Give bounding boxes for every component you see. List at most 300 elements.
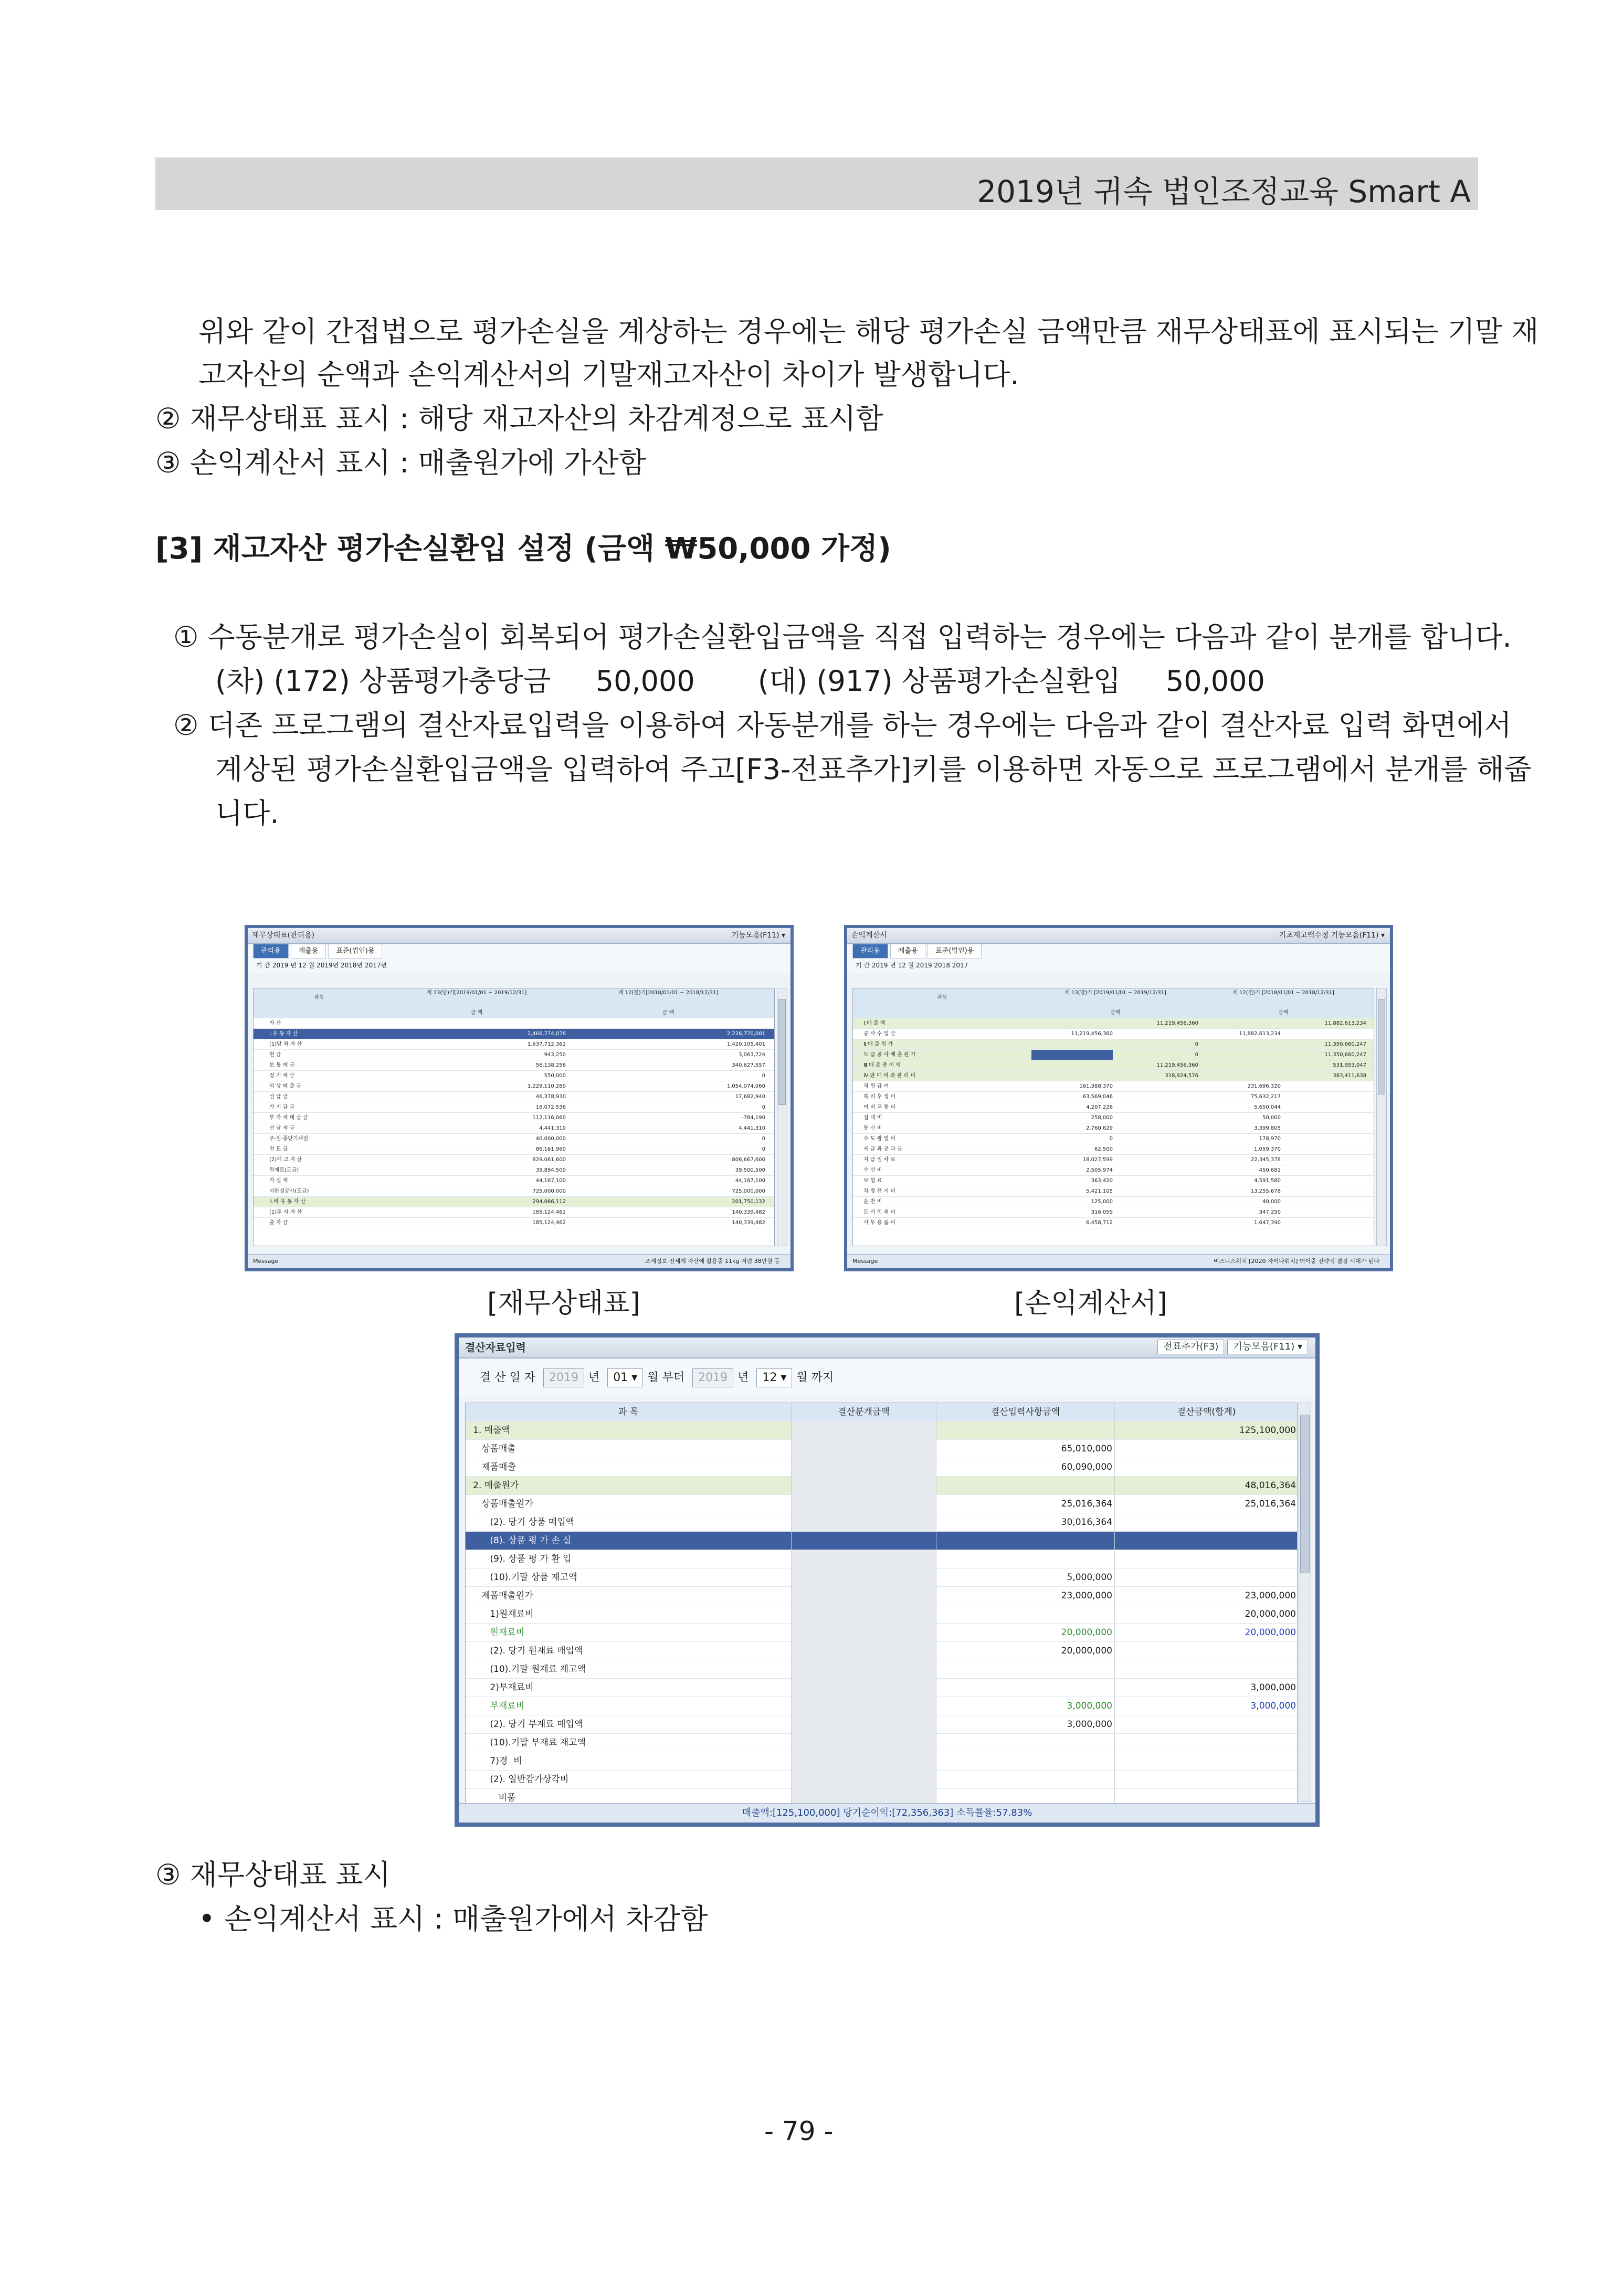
is-table-row[interactable] [853, 1039, 1374, 1050]
caption-income-statement: [손익계산서] [1014, 1288, 1167, 1319]
bs-table-row[interactable] [254, 1134, 774, 1144]
bs-cell-account: Ⅱ.비 유 동 자 산 [269, 1199, 306, 1205]
closing-cell-journal-amount [791, 1495, 936, 1513]
is-cell-current-detail: 63,569,046 [1082, 1094, 1113, 1100]
closing-month-to-select[interactable] [756, 1368, 792, 1387]
closing-table-row[interactable] [466, 1550, 1297, 1568]
bs-cell-previous: 2,226,770,001 [726, 1031, 765, 1037]
is-scrollbar[interactable] [1376, 988, 1387, 1246]
bs-cell-previous: 140,339,482 [732, 1220, 765, 1226]
bs-scrollbar[interactable] [777, 988, 787, 1246]
section-3-para-2-line-2: 계상된 평가손실환입금액을 입력하여 주고[F3-전표추가]키를 이용하면 자동으로 프로그램에서 분개를 해줍 [215, 753, 1532, 786]
closing-grid [465, 1403, 1298, 1808]
bs-cell-current: 44,167,100 [535, 1178, 566, 1184]
is-cell-account: 공 사 수 입 금 [863, 1031, 896, 1037]
bs-cell-previous: 0 [762, 1146, 765, 1152]
intro-line-1: 위와 같이 간접법으로 평가손실을 계상하는 경우에는 해당 평가손실 금액만큼 재무상태표에 표시되는 기말 재 [198, 315, 1539, 348]
bs-table-row[interactable] [254, 1050, 774, 1060]
bs-head-amount: 금 액 [470, 1010, 483, 1016]
bs-cell-current: 40,000,000 [535, 1136, 566, 1142]
is-table-row[interactable] [853, 1155, 1374, 1165]
income-statement-screenshot [844, 925, 1393, 1271]
bs-head-amount: 금 액 [662, 1010, 675, 1016]
closing-table-row[interactable] [466, 1624, 1297, 1642]
closing-cell-input-amount[interactable]: 20,000,000 [936, 1624, 1114, 1641]
closing-cell-account: 2. 매출원가 [473, 1480, 519, 1491]
closing-unit-from: 월 부터 [647, 1371, 685, 1384]
bs-cell-account: 외 상 매 출 금 [269, 1083, 302, 1089]
bs-table-row[interactable] [254, 1102, 774, 1113]
closing-table-row[interactable] [466, 1660, 1297, 1679]
bs-window-title: 재무상태표(관리용) [252, 931, 315, 940]
closing-table-row[interactable] [466, 1771, 1297, 1789]
closing-cell-account: 제품매출원가 [473, 1591, 533, 1601]
bs-cell-account: 전 도 금 [269, 1146, 288, 1152]
is-table-row[interactable] [853, 1092, 1374, 1102]
bs-tab-standard[interactable]: 표준(법인)용 [328, 944, 382, 959]
is-table-row[interactable] [853, 1029, 1374, 1039]
bs-cell-current: 39,894,500 [535, 1167, 566, 1173]
is-table-row[interactable] [853, 1071, 1374, 1081]
closing-data-input-screenshot [455, 1333, 1320, 1827]
closing-table-row[interactable] [466, 1587, 1297, 1605]
closing-table-row[interactable] [466, 1421, 1297, 1440]
is-cell-current-total: 0 [1195, 1052, 1198, 1058]
closing-function-menu-button[interactable]: 기능모음(F11) ▾ [1227, 1340, 1308, 1354]
is-grid-header [853, 988, 1374, 1008]
is-function-menu-button[interactable]: 기초재고액수정 기능모음(F11) ▾ [1279, 931, 1385, 940]
closing-rows [466, 1421, 1297, 1807]
is-cell-previous-detail: 75,632,217 [1250, 1094, 1281, 1100]
closing-table-row[interactable] [466, 1495, 1297, 1513]
is-cell-current-detail: 258,000 [1091, 1115, 1113, 1121]
closing-cell-total-amount [1114, 1440, 1298, 1458]
is-table-row[interactable] [853, 1134, 1374, 1144]
is-cell-account: 지 급 임 차 료 [863, 1157, 896, 1163]
is-cell-account: Ⅲ.매 출 총 이 익 [863, 1062, 901, 1068]
closing-unit-to: 월 까지 [796, 1371, 834, 1384]
bottom-bullet: • 손익계산서 표시 : 매출원가에서 차감함 [198, 1902, 708, 1935]
closing-cell-account: (8). 상품 평 가 손 실 [473, 1535, 572, 1546]
bottom-item-3: ③ 재무상태표 표시 [155, 1858, 391, 1891]
is-table-row[interactable] [853, 1018, 1374, 1029]
intro-item-2: ② 재무상태표 표시 : 해당 재고자산의 차감계정으로 표시함 [155, 402, 883, 435]
bs-table-row[interactable] [254, 1155, 774, 1165]
closing-cell-account: (2). 일반감가상각비 [473, 1774, 569, 1785]
closing-cell-journal-amount [791, 1440, 936, 1458]
section-3-para-1: ① 수동분개로 평가손실이 회복되어 평가손실환입금액을 직접 입력하는 경우에는 다음과 같이 분개를 합니다. [173, 620, 1512, 654]
closing-cell-input-amount[interactable]: 23,000,000 [936, 1587, 1114, 1605]
closing-table-row[interactable] [466, 1715, 1297, 1734]
is-cell-previous-detail: 3,399,805 [1254, 1125, 1281, 1131]
closing-month-from-select[interactable] [607, 1368, 643, 1387]
bs-message-label: Message [253, 1258, 279, 1265]
bs-cell-account: 보 통 예 금 [269, 1062, 295, 1068]
bs-cell-current: 185,124,462 [532, 1220, 566, 1226]
closing-year-to: 2019 [692, 1368, 733, 1387]
is-cell-previous-total: 11,350,660,247 [1324, 1052, 1366, 1058]
closing-cell-account: 비품 [473, 1793, 516, 1803]
is-cell-current-detail: 6,458,712 [1086, 1220, 1113, 1226]
bs-function-menu-button[interactable]: 기능모음(F11) ▾ [731, 931, 785, 940]
bs-table-row[interactable] [254, 1218, 774, 1228]
closing-cell-input-amount[interactable]: 3,000,000 [936, 1715, 1114, 1733]
chevron-down-icon: ▾ [631, 1371, 638, 1384]
closing-cell-journal-amount [791, 1734, 936, 1752]
closing-table-row[interactable] [466, 1697, 1297, 1715]
is-cell-current-total: 0 [1195, 1041, 1198, 1047]
bs-cell-previous: 4,441,310 [739, 1125, 765, 1131]
bs-cell-previous: 806,667,600 [732, 1157, 765, 1163]
is-head-current: 제 13(당)기 [2019/01/01 ~ 2019/12/31] [1065, 990, 1166, 996]
bs-table-row[interactable] [254, 1018, 774, 1029]
header-bar [155, 157, 1478, 210]
is-cell-previous-detail: 1,647,390 [1254, 1220, 1281, 1226]
is-cell-previous-total: 11,882,613,234 [1324, 1020, 1366, 1026]
closing-cell-total-amount [1114, 1771, 1298, 1788]
bs-cell-current: 725,000,000 [532, 1188, 566, 1194]
is-cell-account: 직 원 급 여 [863, 1083, 889, 1089]
is-cell-account: 사 무 용 품 비 [863, 1220, 896, 1226]
balance-sheet-screenshot [245, 925, 794, 1271]
bs-cell-previous: 201,750,132 [732, 1199, 765, 1205]
is-table-row[interactable] [853, 1197, 1374, 1207]
bs-cell-current: 943,250 [544, 1052, 566, 1058]
bs-table-row[interactable] [254, 1176, 774, 1186]
bs-cell-account: (1)투 자 자 산 [269, 1209, 302, 1215]
closing-cell-input-amount[interactable] [936, 1605, 1114, 1623]
bs-cell-previous: 1,420,105,401 [726, 1041, 765, 1047]
bs-grid-subheader [254, 1008, 774, 1018]
bs-cell-account: (2)재 고 자 산 [269, 1157, 302, 1163]
closing-cell-journal-amount [791, 1624, 936, 1641]
closing-cell-total-amount: 20,000,000 [1114, 1605, 1298, 1623]
section-3-para-2-line-3: 니다. [215, 797, 279, 830]
bs-table-row[interactable] [254, 1197, 774, 1207]
closing-cell-input-amount[interactable] [936, 1752, 1114, 1770]
closing-toolbar [1154, 1340, 1308, 1354]
is-cell-account: 수 도 광 열 비 [863, 1136, 896, 1142]
closing-cell-total-amount: 23,000,000 [1114, 1587, 1298, 1605]
closing-cell-input-amount[interactable] [936, 1532, 1114, 1550]
bs-tab-submission[interactable]: 제출용 [291, 944, 326, 959]
closing-table-row[interactable] [466, 1513, 1297, 1532]
closing-cell-journal-amount [791, 1642, 936, 1660]
bs-head-current: 제 13(당)기[2019/01/01 ~ 2019/12/31] [426, 990, 527, 996]
is-table-row[interactable] [853, 1102, 1374, 1113]
is-cell-previous-total: 383,411,638 [1333, 1073, 1366, 1079]
is-head-amount: 금액 [1278, 1010, 1289, 1016]
is-cell-previous-detail: 5,650,044 [1254, 1104, 1281, 1110]
is-cell-account: 통 신 비 [863, 1125, 882, 1131]
is-cell-previous-detail: 178,970 [1259, 1136, 1281, 1142]
closing-table-row[interactable] [466, 1532, 1297, 1550]
is-table-row[interactable] [853, 1207, 1374, 1218]
closing-cell-total-amount: 125,100,000 [1114, 1421, 1298, 1439]
intro-item-3: ③ 손익계산서 표시 : 매출원가에 가산함 [155, 446, 646, 479]
is-grid-subheader [853, 1008, 1374, 1018]
bs-table-row[interactable] [254, 1144, 774, 1155]
closing-cell-input-amount[interactable]: 3,000,000 [936, 1697, 1114, 1715]
is-ticker[interactable]: 비즈니스워치 [2020 자이나워치] 더이중 전략적 결정 시대가 된다 [1213, 1258, 1379, 1265]
closing-cell-total-amount [1114, 1660, 1298, 1678]
is-table-row[interactable] [853, 1165, 1374, 1176]
closing-table-row[interactable] [466, 1734, 1297, 1752]
closing-period-bar [459, 1358, 1315, 1397]
bs-cell-previous: 140,339,482 [732, 1209, 765, 1215]
bs-table-row[interactable] [254, 1071, 774, 1081]
is-cell-current-detail: 5,421,105 [1086, 1188, 1113, 1194]
is-cell-current-detail: 363,420 [1091, 1178, 1113, 1184]
section-3-journal-entry: (차) (172) 상품평가충당금 50,000 (대) (917) 상품평가손실환입 50,000 [215, 665, 1265, 698]
closing-cell-input-amount[interactable]: 5,000,000 [936, 1568, 1114, 1586]
closing-cell-account: 1. 매출액 [473, 1425, 510, 1436]
is-window-title: 손익계산서 [851, 931, 887, 940]
closing-head-total-amount: 결산금액(합계) [1114, 1403, 1298, 1421]
is-cell-previous-detail: 50,000 [1262, 1115, 1281, 1121]
bs-table-row[interactable] [254, 1123, 774, 1134]
closing-cell-account: 1)원재료비 [473, 1609, 534, 1619]
is-cell-previous-detail: 22,345,378 [1250, 1157, 1281, 1163]
is-cell-previous-detail: 347,250 [1259, 1209, 1281, 1215]
bs-cell-current: 1,637,712,362 [527, 1041, 566, 1047]
closing-cell-account: (10).기말 원재료 재고액 [473, 1664, 586, 1674]
is-cell-previous-detail: 40,000 [1262, 1199, 1281, 1205]
closing-cell-account: 2)부재료비 [473, 1682, 534, 1693]
is-table-row[interactable] [853, 1050, 1374, 1060]
bs-cell-current: 1,229,110,280 [527, 1083, 566, 1089]
bs-grid [253, 988, 775, 1246]
bs-cell-account: 자 산 [269, 1020, 281, 1026]
closing-cell-input-amount[interactable]: 20,000,000 [936, 1642, 1114, 1660]
closing-cell-journal-amount [791, 1568, 936, 1586]
closing-cell-total-amount [1114, 1532, 1298, 1550]
is-table-row[interactable] [853, 1123, 1374, 1134]
is-tab-management[interactable]: 관리용 [852, 944, 888, 959]
closing-cell-total-amount: 25,016,364 [1114, 1495, 1298, 1513]
bs-table-row[interactable] [254, 1039, 774, 1050]
bs-cell-previous: 3,063,724 [739, 1052, 765, 1058]
is-cell-current-total: 11,219,456,360 [1156, 1020, 1198, 1026]
closing-cell-total-amount: 3,000,000 [1114, 1679, 1298, 1697]
is-table-row[interactable] [853, 1144, 1374, 1155]
is-cell-account: Ⅳ.판 매 비 와 관 리 비 [863, 1073, 916, 1079]
closing-month-to-value: 12 [762, 1371, 777, 1384]
bs-cell-current: 112,116,060 [532, 1115, 566, 1121]
bs-scroll-thumb[interactable] [778, 999, 786, 1105]
bs-table-row[interactable] [254, 1092, 774, 1102]
is-cell-account: 복 리 후 생 비 [863, 1094, 896, 1100]
closing-table-row[interactable] [466, 1440, 1297, 1458]
bs-table-row[interactable] [254, 1029, 774, 1039]
bs-table-row[interactable] [254, 1113, 774, 1123]
closing-cell-input-amount[interactable]: 65,010,000 [936, 1440, 1114, 1458]
bs-cell-account: 출 자 금 [269, 1220, 288, 1226]
closing-head-journal-amount: 결산분개금액 [791, 1403, 936, 1421]
is-message-bar [847, 1254, 1390, 1268]
bs-cell-previous: -784,190 [742, 1115, 765, 1121]
closing-cell-account: 제품매출 [473, 1462, 516, 1472]
closing-table-row[interactable] [466, 1458, 1297, 1477]
bs-cell-previous: 0 [762, 1073, 765, 1079]
bs-cell-current: 185,124,462 [532, 1209, 566, 1215]
closing-unit-year-2: 년 [737, 1371, 749, 1384]
is-table-row[interactable] [853, 1081, 1374, 1092]
is-grid [852, 988, 1374, 1246]
closing-cell-journal-amount [791, 1532, 936, 1550]
is-rows [853, 1008, 1374, 1228]
is-table-row[interactable] [853, 1218, 1374, 1228]
is-table-row[interactable] [853, 1176, 1374, 1186]
is-cell-current-detail: 125,000 [1091, 1199, 1113, 1205]
closing-cell-journal-amount [791, 1679, 936, 1697]
closing-cell-journal-amount [791, 1550, 936, 1568]
is-cell-current-detail: 316,059 [1091, 1209, 1113, 1215]
closing-cell-input-amount[interactable]: 25,016,364 [936, 1495, 1114, 1513]
bs-head-account: 과목 [314, 995, 324, 1000]
is-period-bar[interactable]: 기 간 2019 년 12 월 2019 2018 2017 [847, 957, 1390, 973]
is-cell-account: 도 급 공 사 매 출 원 가 [863, 1052, 916, 1058]
closing-cell-account: 상품매출원가 [473, 1499, 533, 1509]
bs-cell-previous: 39,500,500 [735, 1167, 765, 1173]
closing-date-label: 결 산 일 자 [480, 1371, 535, 1384]
bs-head-previous: 제 12(전)기[2018/01/01 ~ 2018/12/31] [618, 990, 719, 996]
closing-cell-account: (10).기말 부재료 재고액 [473, 1737, 586, 1748]
bs-cell-account: 선 급 금 [269, 1094, 288, 1100]
closing-cell-total-amount [1114, 1642, 1298, 1660]
bs-cell-account: 주·임·종단기채권 [269, 1136, 308, 1142]
closing-cell-input-amount[interactable] [936, 1734, 1114, 1752]
closing-window-title: 결산자료입력 [465, 1341, 526, 1354]
is-cell-account: 접 대 비 [863, 1115, 882, 1121]
is-tab-submission[interactable]: 제출용 [890, 944, 926, 959]
closing-cell-input-amount[interactable] [936, 1550, 1114, 1568]
closing-cell-account: (2). 당기 부재료 매입액 [473, 1719, 583, 1730]
closing-table-row[interactable] [466, 1477, 1297, 1495]
bs-cell-current: 16,072,536 [535, 1104, 566, 1110]
section-3-title: [3] 재고자산 평가손실환입 설정 (금액 ₩50,000 가정) [155, 532, 891, 566]
closing-cell-journal-amount [791, 1587, 936, 1605]
bs-cell-account: 원재료(도급) [269, 1167, 299, 1173]
bs-table-row[interactable] [254, 1081, 774, 1092]
is-head-previous: 제 12(전)기 [2018/01/01 ~ 2018/12/31] [1232, 990, 1334, 996]
closing-month-from-value: 01 [613, 1371, 628, 1384]
closing-cell-journal-amount [791, 1771, 936, 1788]
bs-cell-previous: 1,054,074,060 [726, 1083, 765, 1089]
bs-message-bar [248, 1254, 791, 1268]
bs-table-row[interactable] [254, 1207, 774, 1218]
closing-cell-journal-amount [791, 1421, 936, 1439]
bs-table-row[interactable] [254, 1060, 774, 1071]
is-table-row[interactable] [853, 1060, 1374, 1071]
closing-table-row[interactable] [466, 1605, 1297, 1624]
is-cell-account: 수 선 비 [863, 1167, 882, 1173]
bs-cell-current: 56,138,256 [535, 1062, 566, 1068]
is-cell-previous-detail: 450,681 [1259, 1167, 1281, 1173]
closing-cell-journal-amount [791, 1513, 936, 1531]
is-cell-current-detail: 2,505,974 [1086, 1167, 1113, 1173]
bs-cell-account: 가 지 급 금 [269, 1104, 295, 1110]
closing-cell-journal-amount [791, 1477, 936, 1494]
closing-cell-input-amount[interactable] [936, 1771, 1114, 1788]
bs-table-row[interactable] [254, 1165, 774, 1176]
bs-cell-account: (1)당 좌 자 산 [269, 1041, 302, 1047]
closing-cell-input-amount[interactable]: 60,090,000 [936, 1458, 1114, 1476]
is-cell-previous-detail: 11,882,613,234 [1239, 1031, 1281, 1037]
bs-titlebar [248, 928, 791, 944]
is-cell-account: Ⅰ.매 출 액 [863, 1020, 886, 1026]
closing-scrollbar[interactable] [1299, 1403, 1311, 1802]
closing-scroll-thumb[interactable] [1300, 1415, 1310, 1573]
document-title: 2019년 귀속 법인조정교육 Smart A [977, 174, 1471, 209]
bs-cell-current: 2,466,774,076 [527, 1031, 566, 1037]
closing-head-account: 과 목 [618, 1407, 639, 1417]
closing-cell-total-amount [1114, 1715, 1298, 1733]
bs-cell-account: 정 기 예 금 [269, 1073, 295, 1079]
closing-cell-input-amount[interactable] [936, 1660, 1114, 1678]
bs-period-bar[interactable]: 기 간 2019 년 12 월 2019년 2018년 2017년 [248, 957, 791, 973]
is-cell-current-detail: 2,760,629 [1086, 1125, 1113, 1131]
closing-cell-input-amount[interactable]: 30,016,364 [936, 1513, 1114, 1531]
is-cell-account: 세 금 과 공 과 금 [863, 1146, 902, 1152]
is-titlebar [847, 928, 1390, 944]
caption-balance-sheet: [재무상태표] [487, 1288, 640, 1319]
is-cell-account: Ⅱ.매 출 원 가 [863, 1041, 893, 1047]
bs-cell-current: 46,378,930 [535, 1094, 566, 1100]
is-head-amount: 금액 [1110, 1010, 1121, 1016]
is-cell-current-detail: 0 [1109, 1136, 1113, 1142]
closing-year-from: 2019 [543, 1368, 584, 1387]
closing-titlebar [459, 1337, 1315, 1358]
is-tab-standard[interactable]: 표준(법인)용 [928, 944, 982, 959]
closing-cell-journal-amount [791, 1605, 936, 1623]
is-cell-account: 여 비 교 통 비 [863, 1104, 896, 1110]
bs-table-row[interactable] [254, 1186, 774, 1197]
closing-cell-account: 상품매출 [473, 1444, 516, 1454]
add-voucher-button[interactable]: 전표추가(F3) [1157, 1340, 1224, 1354]
closing-table-row[interactable] [466, 1679, 1297, 1697]
closing-cell-input-amount[interactable] [936, 1421, 1114, 1439]
is-cell-current-total: 318,924,576 [1165, 1073, 1198, 1079]
bs-cell-previous: 0 [762, 1136, 765, 1142]
closing-cell-input-amount[interactable] [936, 1679, 1114, 1697]
is-message-label: Message [852, 1258, 878, 1265]
bs-cell-current: 4,441,310 [539, 1125, 566, 1131]
closing-cell-account: 부재료비 [473, 1701, 525, 1711]
is-cell-current-detail: 11,219,456,360 [1071, 1031, 1113, 1037]
closing-cell-total-amount [1114, 1550, 1298, 1568]
is-cell-previous-detail: 231,696,320 [1247, 1083, 1281, 1089]
closing-table-row[interactable] [466, 1568, 1297, 1587]
closing-cell-total-amount: 3,000,000 [1114, 1697, 1298, 1715]
is-table-row[interactable] [853, 1186, 1374, 1197]
is-cell-current-detail: 4,207,226 [1086, 1104, 1113, 1110]
closing-cell-input-amount[interactable] [936, 1477, 1114, 1494]
closing-table-row[interactable] [466, 1642, 1297, 1660]
is-tabs [847, 944, 1390, 957]
bs-tab-management[interactable]: 관리용 [253, 944, 289, 959]
is-scroll-thumb[interactable] [1378, 999, 1385, 1094]
bs-cell-previous: 17,682,940 [735, 1094, 765, 1100]
closing-table-row[interactable] [466, 1752, 1297, 1771]
is-cell-previous-detail: 1,059,370 [1254, 1146, 1281, 1152]
is-table-row[interactable] [853, 1113, 1374, 1123]
is-head-account: 과목 [937, 995, 947, 1000]
bs-ticker[interactable]: 조세정보 전세계 자산에 활용중 11kg 저렴 38만원 등 [645, 1258, 780, 1265]
chevron-down-icon: ▾ [781, 1371, 787, 1384]
is-cell-previous-total: 531,953,047 [1333, 1062, 1366, 1068]
is-cell-previous-detail: 13,255,678 [1250, 1188, 1281, 1194]
